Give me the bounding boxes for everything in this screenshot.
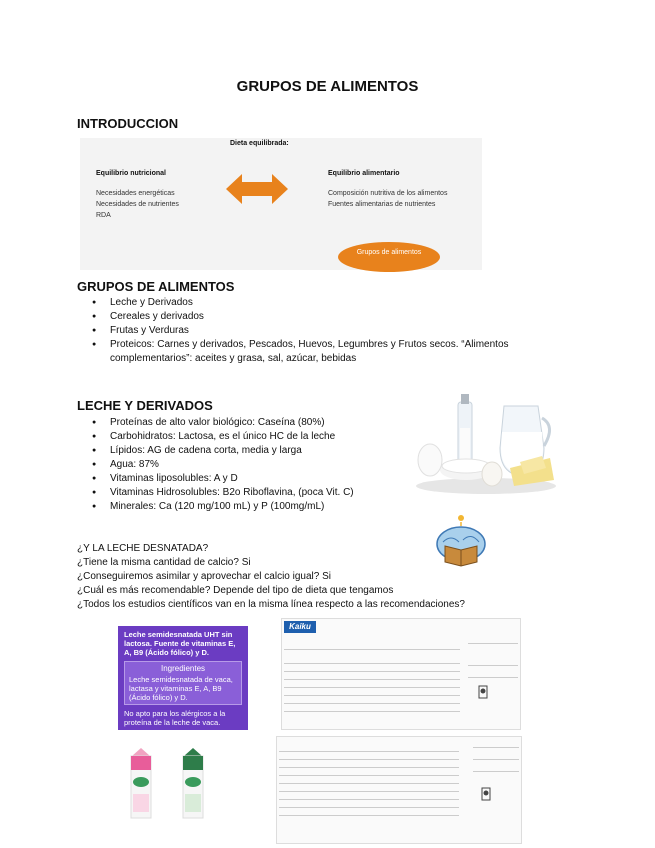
question-line: ¿Todos los estudios científicos van en la misma línea respecto a las recomendaciones? bbox=[77, 599, 465, 610]
diagram-left-line: Necesidades energéticas bbox=[96, 190, 175, 197]
diagram-left-lines bbox=[96, 188, 179, 221]
intro-diagram bbox=[80, 138, 482, 270]
question-line: ¿Y LA LECHE DESNATADA? bbox=[77, 543, 209, 554]
ingredients-box bbox=[124, 661, 242, 705]
question-line: ¿Conseguiremos asimilar y aprovechar el calcio igual? Si bbox=[77, 571, 331, 582]
intro-heading: INTRODUCCION bbox=[77, 116, 179, 131]
certification-icon bbox=[478, 685, 488, 699]
ingredients-title: Ingredientes bbox=[160, 664, 206, 673]
grupos-heading: GRUPOS DE ALIMENTOS bbox=[77, 279, 235, 294]
list-item: ● Minerales: Ca (120 mg/100 mL) y P (100mg/mL) bbox=[82, 500, 412, 514]
diagram-left-line: RDA bbox=[96, 212, 111, 219]
product-label bbox=[118, 626, 248, 730]
diagram-right-lines bbox=[328, 188, 447, 210]
list-item: ● Proteínas de alto valor biológico: Caseína (80%) bbox=[82, 416, 412, 430]
product-label-title: Leche semidesnatada UHT sin lactosa. Fuente de vitaminas E, A, B9 (Ácido fólico) y D. bbox=[124, 630, 236, 657]
milk-carton-green-image bbox=[180, 748, 206, 820]
kaiku-logo: Kaiku bbox=[284, 621, 316, 633]
question-line: ¿Tiene la misma cantidad de calcio? Si bbox=[77, 557, 251, 568]
diagram-right-line: Composición nutritiva de los alimentos bbox=[328, 190, 448, 197]
diagram-right-title: Equilibrio alimentario bbox=[328, 170, 400, 177]
certification-icon bbox=[481, 787, 491, 801]
list-item: ● Cereales y derivados bbox=[82, 310, 552, 324]
diagram-left-title: Equilibrio nutricional bbox=[96, 170, 166, 177]
ingredients-text: Leche semidesnatada de vaca, lactasa y vitaminas E, A, B9 (Ácido fólico) y D. bbox=[129, 675, 233, 702]
double-arrow-icon bbox=[226, 172, 288, 206]
nutrition-table-2 bbox=[276, 736, 522, 844]
nutrition-table-1 bbox=[281, 618, 521, 730]
list-item: ● Proteicos: Carnes y derivados, Pescados, Huevos, Legumbres y Frutos secos. “Alimentos complementarios”: aceites y grasa, sal, azúcar, bebidas bbox=[82, 338, 552, 366]
leche-heading: LECHE Y DERIVADOS bbox=[77, 398, 213, 413]
list-item: ● Vitaminas Hidrosolubles: B2o Riboflavina, (poca Vit. C) bbox=[82, 486, 412, 500]
page-title: GRUPOS DE ALIMENTOS bbox=[236, 78, 419, 95]
allergy-note: No apto para los alérgicos a la proteína de la leche de vaca. bbox=[124, 709, 226, 727]
milk-carton-pink-image bbox=[128, 748, 154, 820]
grupos-list bbox=[82, 296, 552, 366]
questions-block bbox=[77, 542, 547, 612]
list-item: ● Agua: 87% bbox=[82, 458, 412, 472]
list-item: ● Leche y Derivados bbox=[82, 296, 552, 310]
diagram-oval: Grupos de alimentos bbox=[338, 242, 440, 272]
dairy-products-image bbox=[414, 388, 558, 498]
list-item: ● Carbohidratos: Lactosa, es el único HC de la leche bbox=[82, 430, 412, 444]
list-item: ● Frutas y Verduras bbox=[82, 324, 552, 338]
list-item: ● Vitaminas liposolubles: A y D bbox=[82, 472, 412, 486]
diagram-top-label: Dieta equilibrada: bbox=[230, 140, 289, 147]
diagram-right-line: Fuentes alimentarias de nutrientes bbox=[328, 201, 436, 208]
list-item: ● Lípidos: AG de cadena corta, media y larga bbox=[82, 444, 412, 458]
diagram-left-line: Necesidades de nutrientes bbox=[96, 201, 179, 208]
question-line: ¿Cuál es más recomendable? Depende del tipo de dieta que tengamos bbox=[77, 585, 394, 596]
leche-list bbox=[82, 416, 412, 514]
